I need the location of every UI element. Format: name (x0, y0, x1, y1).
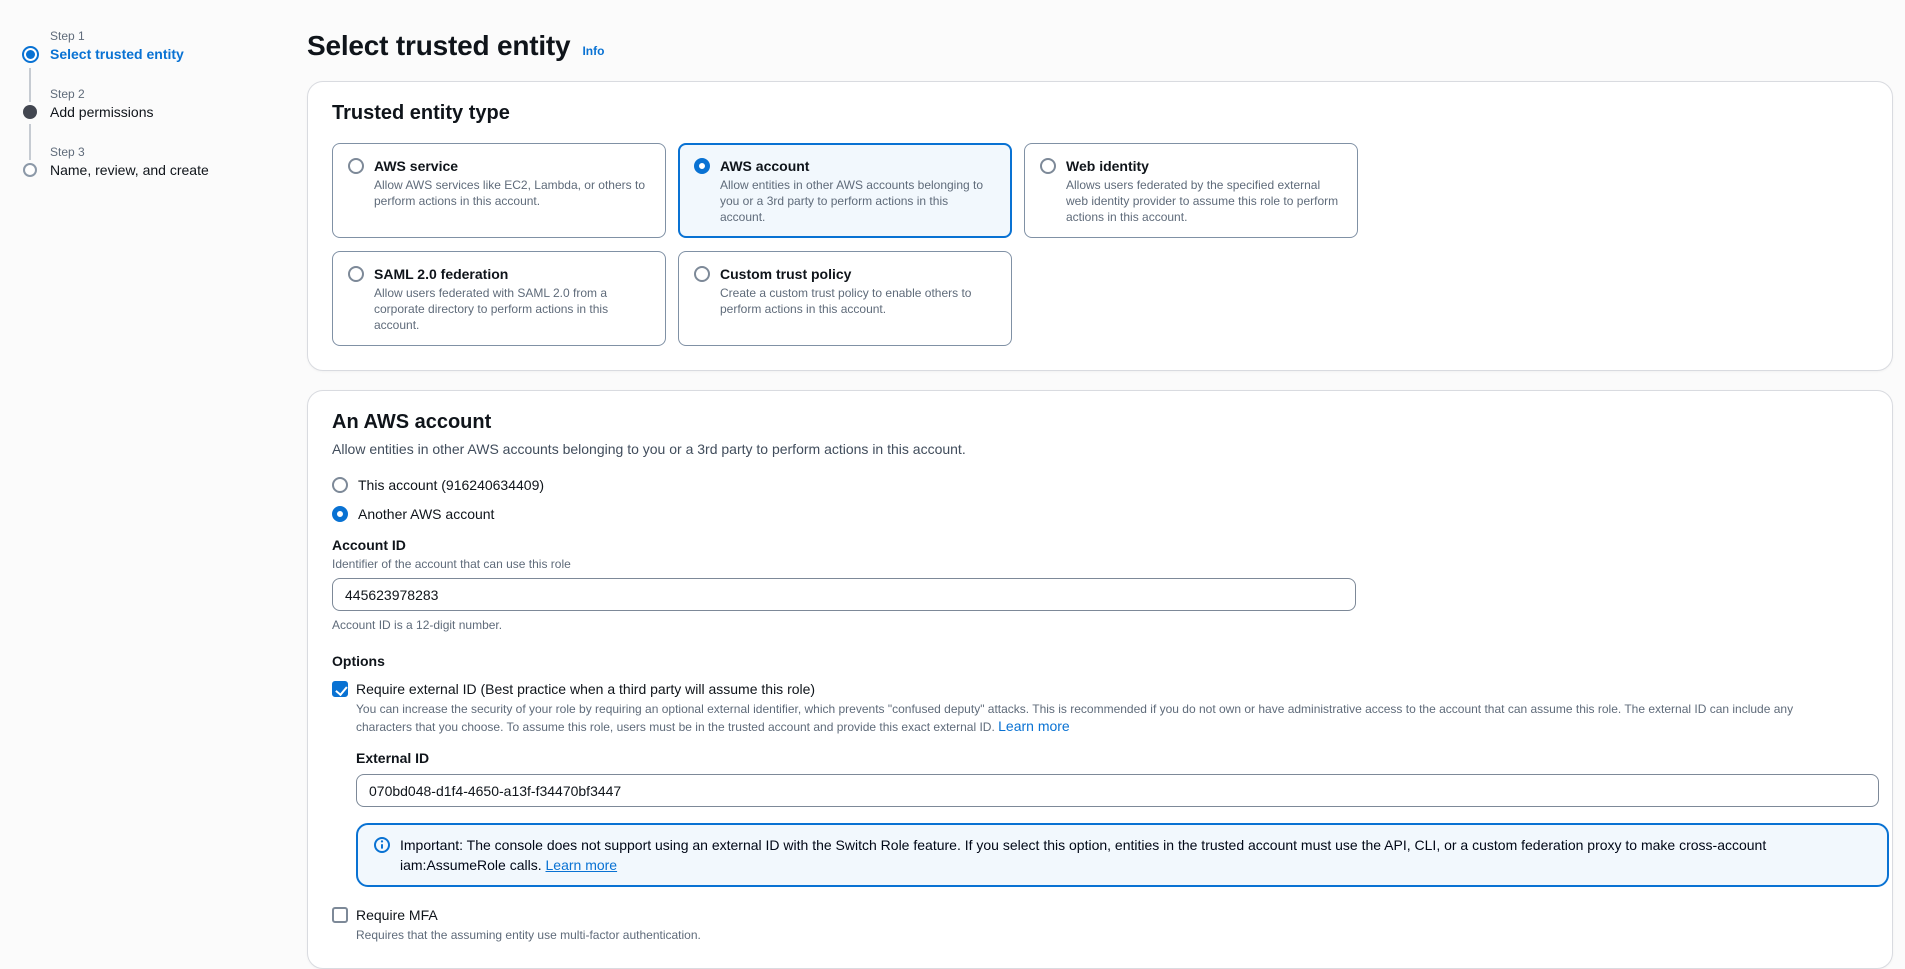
options-title: Options (332, 653, 385, 669)
checkbox-label: Require external ID (Best practice when a third party will assume this role) (356, 681, 816, 697)
tile-description: Allow AWS services like EC2, Lambda, or others to perform actions in this account. (374, 178, 645, 208)
checkbox-label: Require MFA (356, 907, 438, 923)
tile-label: SAML 2.0 federation (374, 266, 509, 282)
step-connector (29, 68, 31, 102)
tile-label: AWS account (720, 158, 810, 174)
checkbox-checked-icon[interactable] (332, 681, 348, 697)
steps-nav (21, 28, 271, 202)
alert-learn-more-link[interactable]: Learn more (545, 857, 618, 873)
step-number: Step 3 (50, 145, 85, 159)
card-title: An AWS account (332, 411, 492, 433)
tile-web-identity[interactable] (1024, 143, 1358, 238)
external-id-label: External ID (356, 750, 430, 766)
step-number: Step 2 (50, 87, 85, 101)
mfa-description: Requires that the assuming entity use multi-factor authentication. (356, 928, 701, 942)
account-id-description: Identifier of the account that can use this role (332, 557, 571, 571)
require-mfa-block (332, 905, 1868, 944)
step-label: Name, review, and create (50, 162, 209, 178)
tile-label: Web identity (1066, 158, 1149, 174)
card-title: Trusted entity type (332, 102, 510, 124)
tile-description: Allow entities in other AWS accounts belonging to you or a 3rd party to perform actions in this account. (720, 178, 984, 224)
page-title: Select trusted entity (307, 30, 571, 61)
description-text: You can increase the security of your role by requiring an optional external identifier, which prevents "confused deputy" attacks. This is recommended if you do not own or have administrative access to the account that can assume this role. The external ID can include any characters that you choose. To assume this role, users must be in the trusted account and provide this exact external ID. (356, 702, 1794, 734)
tile-label: AWS service (374, 158, 459, 174)
step-item-add-permissions[interactable] (21, 86, 271, 122)
require-external-id-checkbox-row[interactable] (332, 679, 1868, 699)
radio-button-icon[interactable] (1040, 158, 1056, 174)
step-item-select-trusted-entity[interactable] (21, 28, 271, 64)
step-item-name-review-create[interactable] (21, 144, 271, 180)
tile-label: Custom trust policy (720, 266, 852, 282)
radio-button-icon[interactable] (348, 158, 364, 174)
tile-description: Allow users federated with SAML 2.0 from a corporate directory to perform actions in this account. (374, 286, 609, 332)
trusted-entity-type-card (307, 81, 1893, 371)
radio-label: This account (916240634409) (358, 477, 545, 493)
step-label: Add permissions (50, 104, 154, 120)
tile-description: Create a custom trust policy to enable others to perform actions in this account. (720, 286, 972, 316)
step-label: Select trusted entity (50, 46, 184, 62)
external-id-input[interactable] (356, 774, 1879, 807)
radio-button-icon[interactable] (332, 477, 348, 493)
info-alert (356, 823, 1889, 887)
radio-button-icon[interactable] (694, 266, 710, 282)
account-id-input[interactable] (332, 578, 1356, 611)
page-header (307, 30, 1893, 62)
tile-aws-service[interactable] (332, 143, 666, 238)
account-id-constraint: Account ID is a 12-digit number. (332, 618, 503, 632)
external-id-checkbox-description (356, 701, 1846, 736)
radio-this-account[interactable] (332, 475, 1868, 495)
radio-button-selected-icon[interactable] (332, 506, 348, 522)
step-upcoming-bullet-icon (23, 163, 37, 177)
card-description: Allow entities in other AWS accounts belonging to you or a 3rd party to perform actions in this account. (332, 441, 966, 457)
account-radio-group (332, 475, 1868, 524)
info-icon (374, 837, 390, 856)
account-id-label: Account ID (332, 537, 406, 553)
alert-message: Important: The console does not support using an external ID with the Switch Role feature. If you select this option, entities in the trusted account must use the API, CLI, or a custom federation proxy to make cross-account iam:AssumeRole calls. (400, 837, 1767, 873)
aws-account-card (307, 390, 1893, 969)
checkbox-unchecked-icon[interactable] (332, 907, 348, 923)
tile-custom-trust-policy[interactable] (678, 251, 1012, 346)
require-mfa-checkbox-row[interactable] (332, 905, 1868, 925)
tile-aws-account[interactable] (678, 143, 1012, 238)
main-content (307, 0, 1893, 969)
alert-text (400, 835, 1871, 875)
step-active-bullet-icon (22, 46, 39, 63)
tile-description: Allows users federated by the specified external web identity provider to assume this role to perform actions in this account. (1066, 178, 1339, 224)
radio-button-icon[interactable] (348, 266, 364, 282)
step-connector (29, 124, 31, 160)
trusted-entity-tiles (332, 143, 1868, 346)
radio-button-selected-icon[interactable] (694, 158, 710, 174)
radio-another-aws-account[interactable] (332, 504, 1868, 524)
tile-saml-federation[interactable] (332, 251, 666, 346)
radio-label: Another AWS account (358, 506, 495, 522)
step-visited-bullet-icon (23, 105, 37, 119)
step-number: Step 1 (50, 29, 85, 43)
info-link[interactable]: Info (582, 44, 605, 58)
learn-more-link[interactable]: Learn more (998, 718, 1070, 734)
